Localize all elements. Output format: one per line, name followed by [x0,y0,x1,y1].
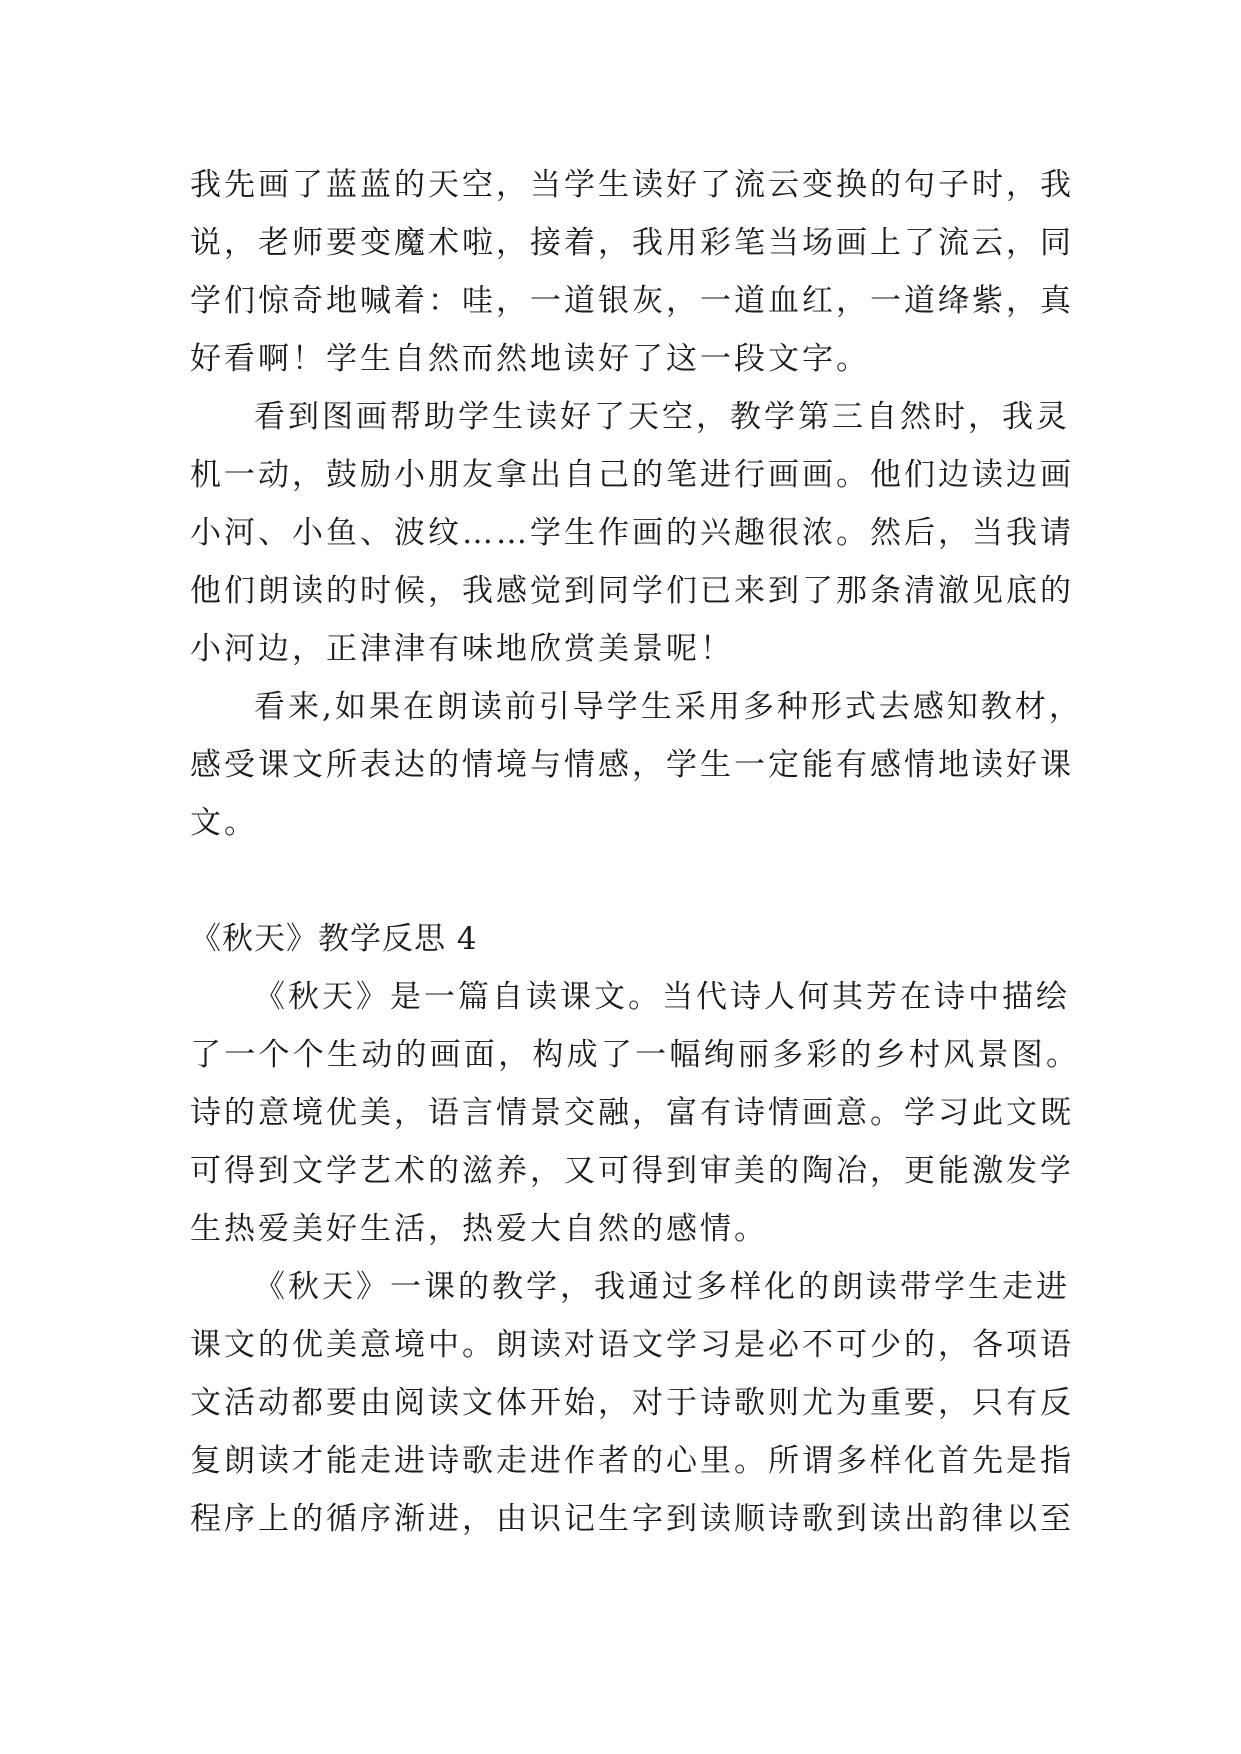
text-line: 看来,如果在朗读前引导学生采用多种形式去感知教材， [254,689,1083,725]
text-line: 课文的优美意境中。朗读对语文学习是必不可少的，各项语 [190,1327,1074,1363]
text-line: 看到图画帮助学生读好了天空，教学第三自然时，我灵 [254,399,1070,435]
text-line: 诗的意境优美，语言情景交融，富有诗情画意。学习此文既 [190,1095,1074,1131]
text-line: 文活动都要由阅读文体开始，对于诗歌则尤为重要，只有反 [190,1385,1074,1421]
text-line: 机一动，鼓励小朋友拿出自己的笔进行画画。他们边读边画 [190,457,1074,493]
text-line: 他们朗读的时候，我感觉到同学们已来到了那条清澈见底的 [190,573,1074,609]
section-heading: 《秋天》教学反思 4 [190,921,478,957]
text-line: 了一个个生动的画面，构成了一幅绚丽多彩的乡村风景图。 [190,1037,1080,1073]
text-line: 生热爱美好生活，热爱大自然的感情。 [190,1211,768,1247]
text-line: 《秋天》一课的教学，我通过多样化的朗读带学生走进 [254,1269,1070,1305]
text-line: 文。 [190,805,258,841]
text-line: 小河、小鱼、波纹……学生作画的兴趣很浓。然后，当我请 [190,515,1074,551]
text-line: 好看啊！学生自然而然地读好了这一段文字。 [190,341,870,377]
text-line: 我先画了蓝蓝的天空，当学生读好了流云变换的句子时，我 [190,167,1074,203]
text-line: 程序上的循序渐进，由识记生字到读顺诗歌到读出韵律以至 [190,1501,1074,1537]
text-line: 感受课文所表达的情境与情感，学生一定能有感情地读好课 [190,747,1074,783]
text-line: 说，老师要变魔术啦，接着，我用彩笔当场画上了流云，同 [190,225,1074,261]
text-line: 小河边，正津津有味地欣赏美景呢！ [190,631,734,667]
text-line: 复朗读才能走进诗歌走进作者的心里。所谓多样化首先是指 [190,1443,1074,1479]
text-line: 《秋天》是一篇自读课文。当代诗人何其芳在诗中描绘 [254,979,1070,1015]
text-line: 学们惊奇地喊着：哇，一道银灰，一道血红，一道绛紫，真 [190,283,1074,319]
text-line: 可得到文学艺术的滋养，又可得到审美的陶冶，更能激发学 [190,1153,1074,1189]
